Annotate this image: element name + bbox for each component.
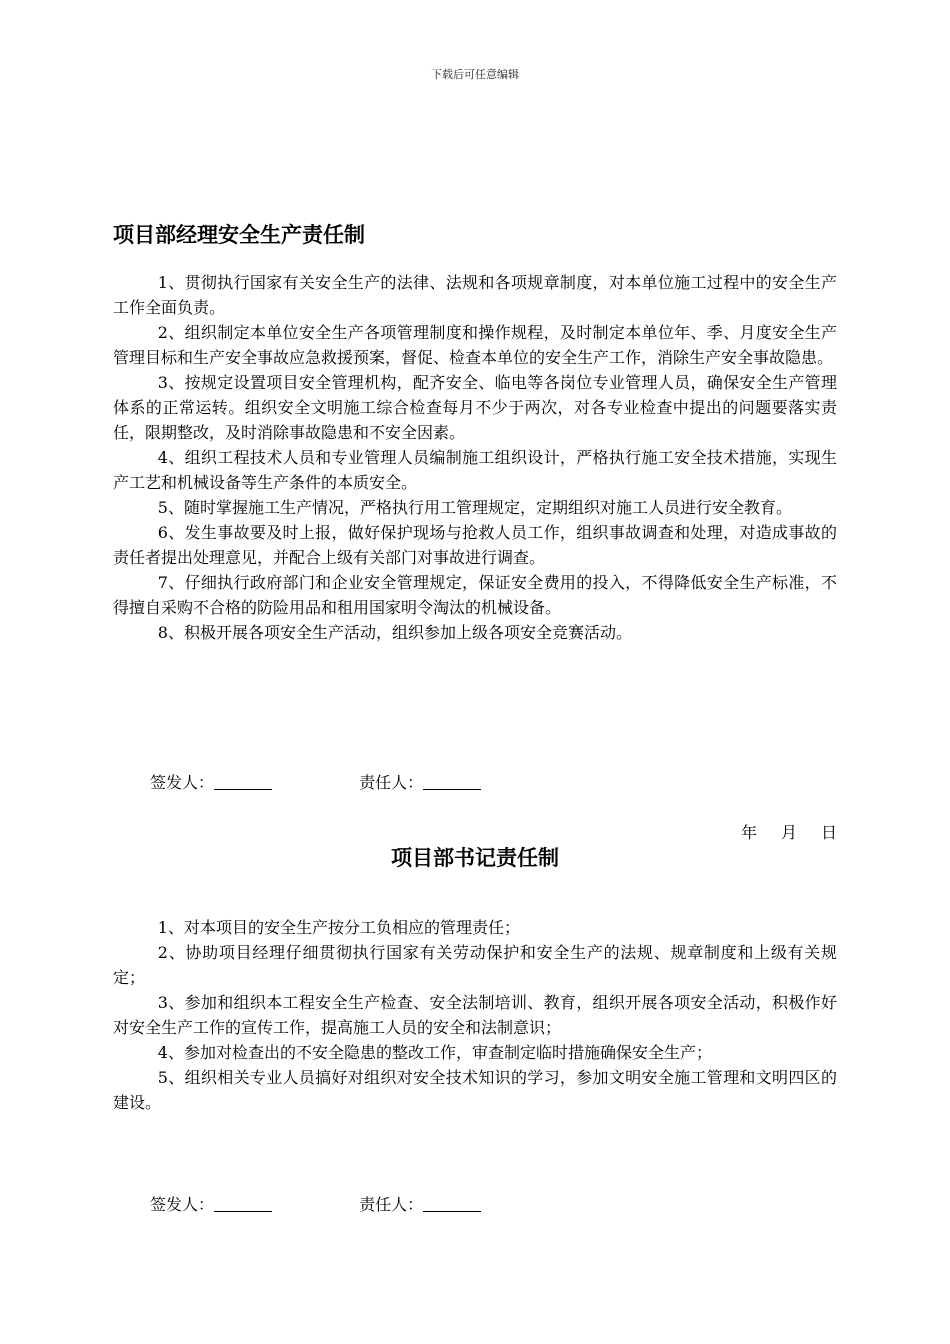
responsible-blank[interactable] (423, 1195, 481, 1212)
section1-paragraph: 6、发生事故要及时上报，做好保护现场与抢救人员工作，组织事故调查和处理，对造成事故的责任者提出处理意见，并配合上级有关部门对事故进行调查。 (113, 523, 837, 567)
section1-paragraph: 5、随时掌握施工生产情况，严格执行用工管理规定，定期组织对施工人员进行安全教育。 (157, 498, 792, 517)
signer-label: 签发人： (150, 773, 215, 792)
responsible-field (359, 1193, 481, 1217)
signer-blank[interactable] (214, 773, 272, 790)
section1-paragraph: 4、组织工程技术人员和专业管理人员编制施工组织设计，严格执行施工安全技术措施，实现生产工艺和机械设备等生产条件的本质安全。 (113, 448, 837, 492)
section2-paragraph: 1、对本项目的安全生产按分工负相应的管理责任； (157, 918, 520, 937)
date-year: 年 (740, 823, 757, 842)
section2-body (113, 915, 837, 1115)
section2-title: 项目部书记责任制 (391, 846, 559, 870)
signer-field (150, 771, 272, 795)
section2-signature-row (150, 1193, 481, 1217)
date-day: 日 (820, 823, 837, 842)
responsible-blank[interactable] (423, 773, 481, 790)
header-note: 下载后可任意编辑 (431, 68, 519, 81)
responsible-label: 责任人： (359, 1195, 424, 1214)
signer-label: 签发人： (150, 1195, 215, 1214)
section1-paragraph: 1、贯彻执行国家有关安全生产的法律、法规和各项规章制度，对本单位施工过程中的安全生产工作全面负责。 (113, 273, 837, 317)
section1-paragraph: 3、按规定设置项目安全管理机构，配齐安全、临电等各岗位专业管理人员，确保安全生产管理体系的正常运转。组织安全文明施工综合检查每月不少于两次，对各专业检查中提出的问题要落实责任，限期整改，及时消除事故隐患和不安全因素。 (113, 373, 837, 442)
date-line (717, 821, 837, 845)
date-month: 月 (780, 823, 797, 842)
section2-paragraph: 2、协助项目经理仔细贯彻执行国家有关劳动保护和安全生产的法规、规章制度和上级有关规定； (113, 943, 837, 987)
section1-title: 项目部经理安全生产责任制 (113, 223, 365, 247)
responsible-label: 责任人： (359, 773, 424, 792)
section1-paragraph: 2、组织制定本单位安全生产各项管理制度和操作规程，及时制定本单位年、季、月度安全生产管理目标和生产安全事故应急救援预案，督促、检查本单位的安全生产工作，消除生产安全事故隐患。 (113, 323, 837, 367)
section1-body (113, 270, 837, 645)
responsible-field (359, 771, 481, 795)
signer-field (150, 1193, 272, 1217)
section2-paragraph: 3、参加和组织本工程安全生产检查、安全法制培训、教育，组织开展各项安全活动，积极作好对安全生产工作的宣传工作，提高施工人员的安全和法制意识； (113, 993, 837, 1037)
section2-paragraph: 4、参加对检查出的不安全隐患的整改工作，审查制定临时措施确保安全生产； (157, 1043, 712, 1062)
section1-paragraph: 8、积极开展各项安全生产活动，组织参加上级各项安全竞赛活动。 (157, 623, 632, 642)
signer-blank[interactable] (214, 1195, 272, 1212)
section2-paragraph: 5、组织相关专业人员搞好对组织对安全技术知识的学习，参加文明安全施工管理和文明四区的建设。 (113, 1068, 837, 1112)
section1-signature-row (150, 771, 481, 795)
section1-paragraph: 7、仔细执行政府部门和企业安全管理规定，保证安全费用的投入，不得降低安全生产标准，不得擅自采购不合格的防险用品和租用国家明令淘汰的机械设备。 (113, 573, 837, 617)
